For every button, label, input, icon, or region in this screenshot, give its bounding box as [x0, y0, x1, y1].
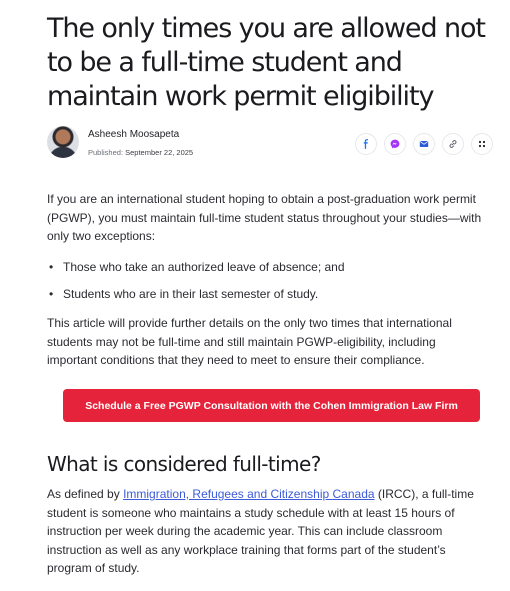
messenger-icon	[390, 139, 400, 149]
more-icon	[477, 139, 487, 149]
list-item	[47, 260, 345, 274]
list-item-text: Students who are in their last semester of study.	[63, 287, 319, 301]
intro-paragraph: If you are an international student hoping to obtain a post-graduation work permit (PGWP), you must maintain full-time student status throughout your studies—with only two exceptions:	[47, 192, 482, 243]
definition-text-start: As defined by	[47, 487, 124, 501]
published-label: Published:	[88, 148, 124, 157]
share-messenger-button[interactable]	[384, 133, 406, 155]
section-heading: What is considered full-time?	[47, 452, 321, 476]
list-item	[47, 287, 318, 301]
published-date: September 22, 2025	[125, 148, 194, 157]
author-name[interactable]: Asheesh Moosapeta	[88, 129, 180, 140]
published-meta	[88, 148, 193, 157]
share-email-button[interactable]	[413, 133, 435, 155]
link-icon	[448, 139, 458, 149]
ircc-link[interactable]: Immigration, Refugees and Citizenship Canada	[123, 487, 375, 501]
list-item-text: Those who take an authorized leave of absence; and	[63, 260, 345, 274]
details-paragraph: This article will provide further details on the only two times that international students may not be full-time and still maintain PGWP-eligibility, including important conditions that they need to meet to ensure their compliance.	[47, 316, 452, 367]
definition-paragraph	[47, 485, 487, 578]
schedule-consultation-button[interactable]: Schedule a Free PGWP Consultation with the Cohen Immigration Law Firm	[63, 389, 480, 422]
share-facebook-button[interactable]	[355, 133, 377, 155]
definition-text-end: (IRCC), a full-time student is someone who maintains a study schedule with at least 15 hours of instruction per week during the academic year. This can include classroom instruction as well as any workplace training that forms part of the student’s program of study.	[47, 487, 474, 575]
author-avatar[interactable]	[47, 126, 79, 158]
copy-link-button[interactable]	[442, 133, 464, 155]
article-title: The only times you are allowed not to be a full-time student and maintain work permit eligibility	[47, 13, 485, 112]
facebook-icon	[361, 139, 371, 149]
email-icon	[419, 139, 429, 149]
more-share-button[interactable]	[471, 133, 493, 155]
